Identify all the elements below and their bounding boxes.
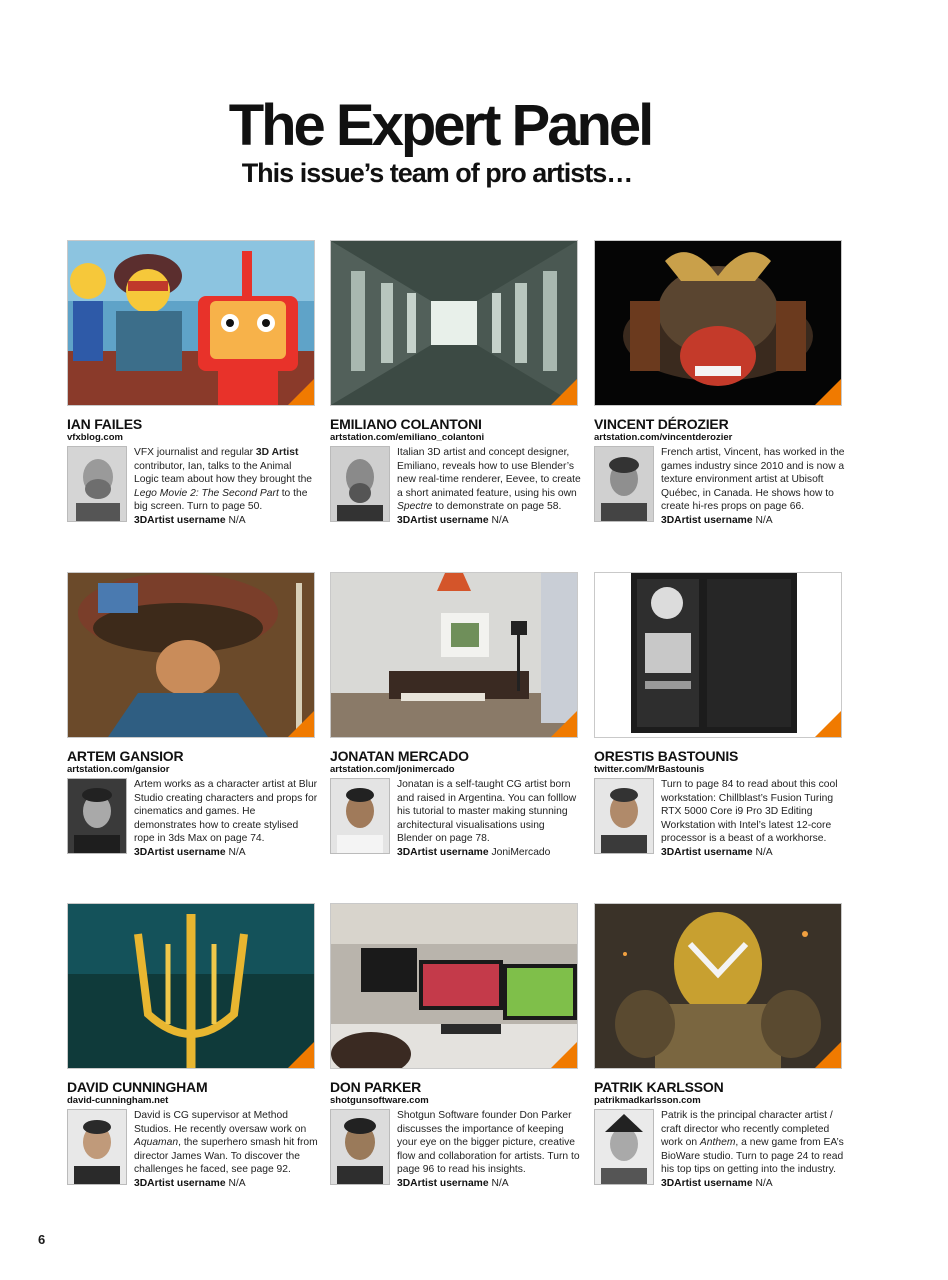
lego-movie-image: [67, 240, 315, 406]
expert-website-link[interactable]: shotgunsoftware.com: [330, 1095, 429, 1106]
expert-website-link[interactable]: twitter.com/MrBastounis: [594, 764, 705, 775]
expert-portrait: [594, 1109, 654, 1185]
expert-bio: Patrik is the principal character artist / craft director who recently completed work on Anthem, a new game from EA’s BioWare studio. Turn to page 24 to read his top tips on getting into the industry. 3DArtist username N/A: [661, 1110, 844, 1189]
expert-card-artem-gansior: [67, 572, 318, 858]
username-label: 3DArtist username: [661, 1177, 753, 1189]
expert-bio: David is CG supervisor at Method Studios. He recently oversaw work on Aquaman, the superhero smash hit from director James Wan. To discover the challenges he faced, see page 92. 3DArtist username N/A: [134, 1110, 318, 1189]
username-value: N/A: [755, 514, 773, 526]
expert-card-jonatan-mercado: [330, 572, 578, 858]
expert-bio: Jonatan is a self-taught CG artist born and raised in Argentina. You can folllow his tutorial to master making stunning architectural visualisations using Blender on page 78. 3DArtist username JoniMercado: [397, 779, 577, 858]
expert-name: EMILIANO COLANTONI: [330, 416, 482, 432]
anthem-character-image: [594, 903, 842, 1069]
expert-bio: French artist, Vincent, has worked in the games industry since 2010 and is now a texture environment artist at Ubisoft Québec, in Canada. He shows how to create hi-res props on page 66. 3DArtist username N/A: [661, 447, 845, 526]
username-label: 3DArtist username: [397, 846, 489, 858]
character-rope-image: [67, 572, 315, 738]
expert-bio: Turn to page 84 to read about this cool workstation: Chillblast’s Fusion Turing RTX 5000 Core i9 Pro 3D Editing Workstation with Intel’s latest 12-core processor is a beast of a workhorse. 3DArtist username N/A: [661, 779, 838, 858]
expert-website-link[interactable]: david-cunningham.net: [67, 1095, 169, 1106]
expert-bio: Italian 3D artist and concept designer, Emiliano, reveals how to use Blender’s new real-time renderer, Eevee, to create a short animated feature, using his own Spectre to demonstrate on page 58. 3DArtist username N/A: [397, 447, 581, 526]
expert-portrait: [67, 446, 127, 522]
samurai-helmet-image: [594, 240, 842, 406]
page-number: 6: [38, 1232, 46, 1247]
workstation-image: [594, 572, 842, 738]
expert-bio: Artem works as a character artist at Blur Studio creating characters and props for cinematics and games. He demonstrates how to create stylised rope in 3ds Max on page 74. 3DArtist username N/A: [134, 779, 318, 858]
username-label: 3DArtist username: [134, 846, 226, 858]
expert-card-don-parker: [330, 903, 578, 1189]
username-value: N/A: [491, 514, 509, 526]
username-label: 3DArtist username: [397, 514, 489, 526]
expert-name: JONATAN MERCADO: [330, 748, 469, 764]
username-value: N/A: [755, 1177, 773, 1189]
expert-bio: Shotgun Software founder Don Parker discusses the importance of keeping your eye on the bigger picture, creative flow and collaboration for artists. Turn to page 96 to read his insights. 3DArtist username N/A: [397, 1110, 580, 1189]
expert-portrait: [330, 778, 390, 854]
expert-card-orestis-bastounis: [594, 572, 842, 858]
expert-name: DAVID CUNNINGHAM: [67, 1079, 208, 1095]
username-label: 3DArtist username: [134, 1177, 226, 1189]
expert-name: PATRIK KARLSSON: [594, 1079, 724, 1095]
office-monitors-image: [330, 903, 578, 1069]
living-room-render-image: [330, 572, 578, 738]
expert-name: ARTEM GANSIOR: [67, 748, 184, 764]
expert-portrait: [594, 446, 654, 522]
username-value: JoniMercado: [491, 846, 551, 858]
expert-website-link[interactable]: artstation.com/gansior: [67, 764, 170, 775]
expert-name: ORESTIS BASTOUNIS: [594, 748, 739, 764]
expert-website-link[interactable]: artstation.com/jonimercado: [330, 764, 455, 775]
username-label: 3DArtist username: [661, 846, 753, 858]
expert-website-link[interactable]: artstation.com/emiliano_colantoni: [330, 432, 485, 443]
username-value: N/A: [228, 514, 246, 526]
expert-website-link[interactable]: patrikmadkarlsson.com: [594, 1095, 701, 1106]
expert-portrait: [330, 1109, 390, 1185]
expert-name: IAN FAILES: [67, 416, 143, 432]
expert-website-link[interactable]: vfxblog.com: [67, 432, 123, 443]
expert-name: VINCENT DÉROZIER: [594, 416, 729, 432]
page-title: The Expert Panel: [228, 93, 652, 158]
expert-portrait: [67, 778, 127, 854]
expert-card-ian-failes: [67, 240, 315, 526]
expert-bio: VFX journalist and regular 3D Artist contributor, Ian, talks to the Animal Logic team about how they brought the Lego Movie 2: The Second Part to the big screen. Turn to page 50. 3DArtist username N/A: [134, 447, 313, 526]
expert-website-link[interactable]: artstation.com/vincentderozier: [594, 432, 733, 443]
expert-name: DON PARKER: [330, 1079, 422, 1095]
username-label: 3DArtist username: [134, 514, 226, 526]
username-value: N/A: [755, 846, 773, 858]
expert-card-patrik-karlsson: [594, 903, 842, 1189]
username-value: N/A: [491, 1177, 509, 1189]
username-label: 3DArtist username: [397, 1177, 489, 1189]
expert-portrait: [67, 1109, 127, 1185]
expert-card-emiliano-colantoni: [330, 240, 581, 526]
username-value: N/A: [228, 1177, 246, 1189]
aquaman-trident-image: [67, 903, 315, 1069]
expert-card-vincent-derozier: [594, 240, 845, 526]
expert-card-david-cunningham: [67, 903, 318, 1189]
spectre-corridor-image: [330, 240, 578, 406]
username-value: N/A: [228, 846, 246, 858]
expert-portrait: [330, 446, 390, 522]
username-label: 3DArtist username: [661, 514, 753, 526]
expert-portrait: [594, 778, 654, 854]
page-subtitle: This issue’s team of pro artists…: [241, 158, 633, 188]
